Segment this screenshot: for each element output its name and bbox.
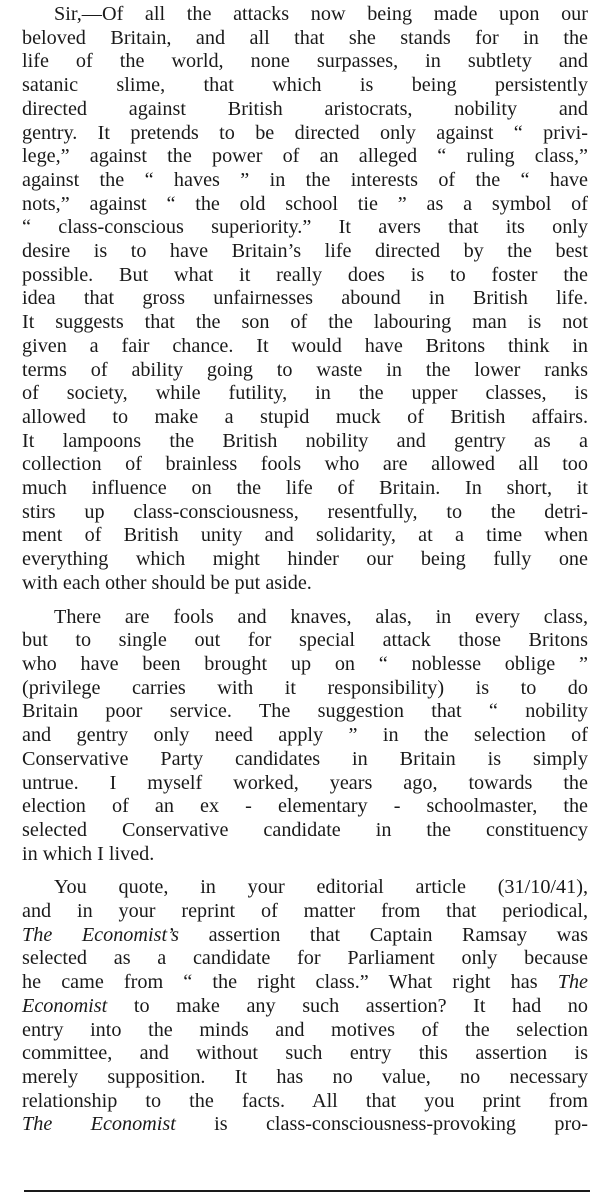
text-line: everything which might hinder our being fully one: [22, 548, 588, 571]
text-line: You quote, in your editorial article (31/10/41),: [54, 876, 588, 899]
text-line: collection of brainless fools who are allowed all too: [22, 453, 588, 476]
text-line: directed against British aristocrats, nobility and: [22, 97, 588, 120]
text-line: and gentry only need apply ” in the selection of: [22, 724, 588, 747]
letter-paragraph-1: [22, 3, 588, 596]
text-line: but to single out for special attack those Britons: [22, 629, 588, 652]
text-line: and in your reprint of matter from that periodical,: [22, 900, 588, 923]
text-line: idea that gross unfairnesses abound in British life.: [22, 287, 588, 310]
text-line: with each other should be put aside.: [22, 571, 312, 594]
text-line: [22, 924, 588, 948]
text-line: terms of ability going to waste in the lower ranks: [22, 358, 588, 381]
letter-page: [22, 3, 588, 1137]
bottom-rule: [24, 1190, 590, 1192]
text-fragment: is class-consciousness-provoking pro-: [175, 1113, 588, 1136]
text-line: There are fools and knaves, alas, in every class,: [54, 605, 588, 628]
text-line: allowed to make a stupid muck of British affairs.: [22, 405, 588, 428]
text-line: stirs up class-consciousness, resentfully, to the detri-: [22, 500, 588, 523]
publication-name: The Economist: [22, 1113, 176, 1136]
text-line: merely supposition. It has no value, no necessary: [22, 1065, 588, 1088]
text-line: election of an ex - elementary - schoolmaster, the: [22, 795, 588, 818]
text-line: It lampoons the British nobility and gentry as a: [22, 429, 588, 452]
text-line: ment of British unity and solidarity, at a time when: [22, 524, 588, 547]
text-line: It suggests that the son of the labouring man is not: [22, 311, 588, 334]
text-line: of society, while futility, in the upper classes, is: [22, 382, 588, 405]
letter-paragraph-3: [22, 876, 588, 1137]
text-line: Sir,—Of all the attacks now being made upon our: [54, 3, 588, 25]
text-line: untrue. I myself worked, years ago, towards the: [22, 771, 588, 794]
text-line: (privilege carries with it responsibility) is to do: [22, 676, 588, 699]
text-line: entry into the minds and motives of the selection: [22, 1018, 588, 1041]
text-line: Conservative Party candidates in Britain is simply: [22, 747, 588, 770]
text-line: who have been brought up on “ noblesse oblige ”: [22, 652, 588, 675]
letter-paragraph-2: [22, 606, 588, 867]
text-line: desire is to have Britain’s life directed by the best: [22, 240, 588, 263]
text-fragment: he came from “ the right class.” What right has: [22, 971, 558, 994]
text-line: selected as a candidate for Parliament only because: [22, 947, 588, 970]
text-fragment: to make any such assertion? It had no: [107, 994, 588, 1017]
text-line: “ class-conscious superiority.” It avers that its only: [22, 216, 588, 239]
text-line: life of the world, none surpasses, in subtlety and: [22, 50, 588, 73]
text-line: [22, 995, 588, 1019]
text-line: [22, 971, 588, 995]
text-line: nots,” against “ the old school tie ” as a symbol of: [22, 192, 588, 215]
text-line: [22, 1113, 588, 1137]
text-line: much influence on the life of Britain. In short, it: [22, 477, 588, 500]
publication-name: The: [557, 971, 588, 994]
text-line: relationship to the facts. All that you print from: [22, 1089, 588, 1112]
text-line: possible. But what it really does is to foster the: [22, 263, 588, 286]
text-line: selected Conservative candidate in the constituency: [22, 818, 588, 841]
publication-name: The Economist’s: [22, 923, 180, 946]
text-line: gentry. It pretends to be directed only against “ privi-: [22, 121, 588, 144]
text-line: in which I lived.: [22, 842, 155, 865]
text-line: given a fair chance. It would have Britons think in: [22, 334, 588, 357]
text-fragment: assertion that Captain Ramsay was: [179, 923, 588, 946]
text-line: beloved Britain, and all that she stands for in the: [22, 26, 588, 49]
text-line: lege,” against the power of an alleged “ ruling class,”: [22, 145, 588, 168]
text-line: satanic slime, that which is being persistently: [22, 74, 588, 97]
text-line: against the “ haves ” in the interests of the “ have: [22, 168, 588, 191]
text-line: committee, and without such entry this assertion is: [22, 1042, 588, 1065]
publication-name: Economist: [22, 994, 108, 1017]
text-line: Britain poor service. The suggestion that “ nobility: [22, 700, 588, 723]
